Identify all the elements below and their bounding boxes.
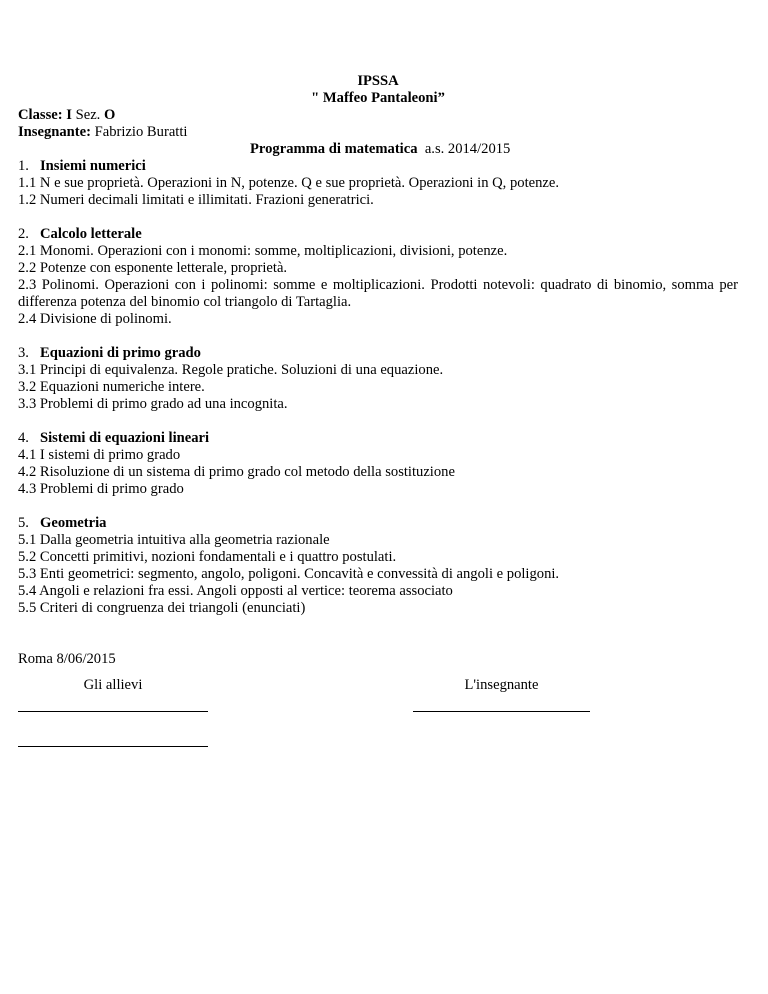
students-signature (18, 677, 208, 747)
section-item: 4.3 Problemi di primo grado (18, 481, 184, 497)
place-date: Roma 8/06/2015 (18, 651, 116, 667)
section-number: 1. (18, 158, 29, 174)
section-heading (18, 226, 738, 243)
section-heading (18, 515, 738, 532)
section-item: 5.5 Criteri di congruenza dei triangoli (enunciati) (18, 600, 306, 616)
section-item: 5.1 Dalla geometria intuitiva alla geometria razionale (18, 532, 330, 548)
teacher-signature (413, 677, 590, 712)
section-item: 1.1 N e sue proprietà. Operazioni in N, potenze. Q e sue proprietà. Operazioni in Q, potenze. (18, 175, 559, 191)
teacher-label: Insegnante: (18, 124, 91, 140)
section-item: 2.4 Divisione di polinomi. (18, 311, 172, 327)
section-item: 4.1 I sistemi di primo grado (18, 447, 181, 463)
section-value: O (103, 107, 116, 123)
teacher-sign-label: L'insegnante (464, 677, 539, 693)
section-heading (18, 430, 738, 447)
class-number: I (66, 107, 72, 123)
section-item: 3.3 Problemi di primo grado ad una incognita. (18, 396, 288, 412)
document-page (18, 0, 738, 668)
school-year: a.s. 2014/2015 (424, 141, 511, 157)
program-title: Programma di matematica (250, 141, 418, 157)
class-label: Classe: (18, 107, 63, 123)
teacher-name: Fabrizio Buratti (94, 124, 188, 140)
section-item: 2.1 Monomi. Operazioni con i monomi: somme, moltiplicazioni, divisioni, potenze. (18, 243, 508, 259)
section-heading (18, 345, 738, 362)
school-name: " Maffeo Pantaleoni” (311, 90, 445, 106)
class-line (18, 107, 738, 124)
students-signature-line-1 (18, 694, 208, 712)
program-sections (18, 158, 738, 617)
section-title: Insiemi numerici (40, 158, 146, 174)
section-title: Equazioni di primo grado (40, 345, 201, 361)
section-item: 1.2 Numeri decimali limitati e illimitati. Frazioni generatrici. (18, 192, 374, 208)
section-item: 5.2 Concetti primitivi, nozioni fondamentali e i quattro postulati. (18, 549, 397, 565)
section-item: 4.2 Risoluzione di un sistema di primo grado col metodo della sostituzione (18, 464, 455, 480)
section-number: 3. (18, 345, 29, 361)
school-header: IPSSA (357, 73, 399, 89)
teacher-line (18, 124, 738, 141)
section-item: 3.1 Principi di equivalenza. Regole pratiche. Soluzioni di una equazione. (18, 362, 444, 378)
section-item: 3.2 Equazioni numeriche intere. (18, 379, 205, 395)
section-item: 5.3 Enti geometrici: segmento, angolo, poligoni. Concavità e convessità di angoli e poligoni. (18, 566, 560, 582)
program-title-line (18, 141, 738, 158)
section-item: 2.3 Polinomi. Operazioni con i polinomi: somme e moltiplicazioni. Prodotti notevoli: quadrato di binomio, somma per differenza potenza del binomio col triangolo di Tartaglia. (18, 277, 738, 310)
section-item: 5.4 Angoli e relazioni fra essi. Angoli opposti al vertice: teorema associato (18, 583, 453, 599)
section-heading (18, 158, 738, 175)
section-item: 2.2 Potenze con esponente letterale, proprietà. (18, 260, 288, 276)
students-label: Gli allievi (83, 677, 143, 693)
section-number: 5. (18, 515, 29, 531)
section-title: Sistemi di equazioni lineari (40, 430, 210, 446)
section-number: 2. (18, 226, 29, 242)
section-title: Geometria (40, 515, 107, 531)
students-signature-line-2 (18, 729, 208, 747)
section-label: Sez. (75, 107, 101, 123)
section-number: 4. (18, 430, 29, 446)
teacher-signature-line (413, 694, 590, 712)
section-title: Calcolo letterale (40, 226, 142, 242)
